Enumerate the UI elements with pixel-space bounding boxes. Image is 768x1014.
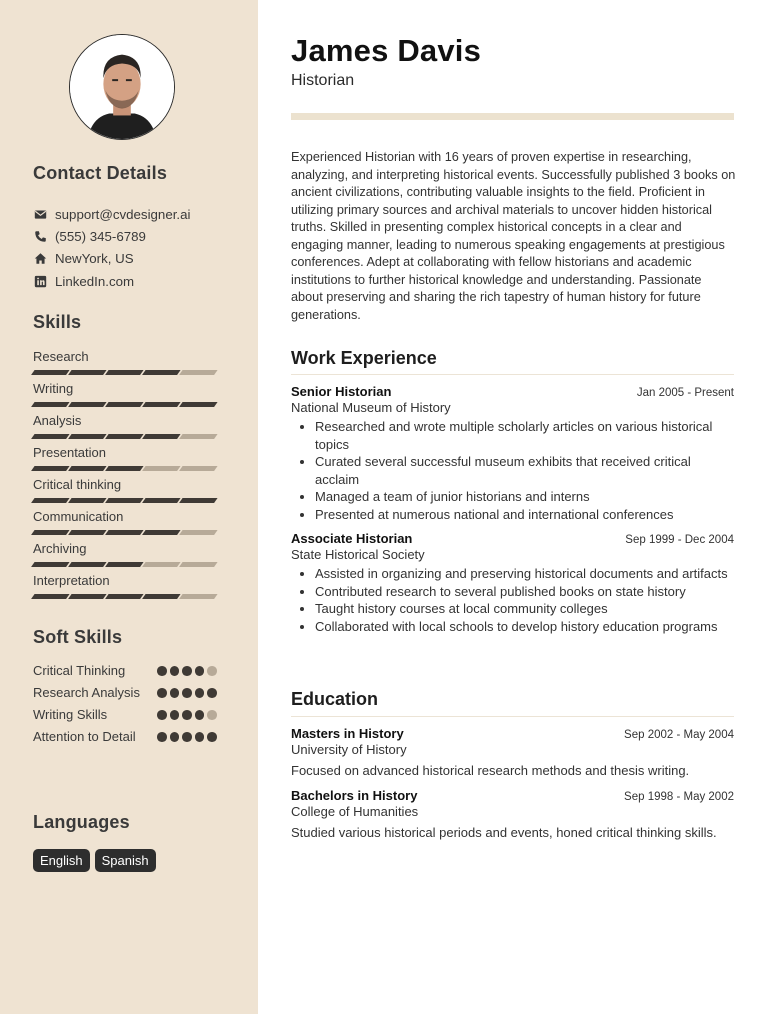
skill-item (33, 444, 225, 476)
degree-description: Focused on advanced historical research methods and thesis writing. (291, 763, 690, 778)
candidate-name: James Davis (291, 33, 482, 68)
skill-level-segment (179, 434, 217, 439)
rating-dot (170, 710, 180, 720)
candidate-title: Historian (291, 72, 355, 89)
degree-title: Masters in History (291, 726, 404, 741)
rating-dot (170, 688, 180, 698)
skill-level-bars (33, 466, 225, 471)
rating-dot (195, 732, 205, 742)
skill-level-segment (105, 434, 143, 439)
skill-level-segment (142, 562, 180, 567)
soft-skill-item (33, 706, 225, 724)
skill-level-segment (31, 370, 69, 375)
education-entries (291, 726, 734, 840)
skill-level-segment (68, 370, 106, 375)
sidebar (0, 0, 258, 1014)
skill-level-segment (179, 498, 217, 503)
skill-name: Archiving (33, 541, 87, 556)
job-bullet: • Managed a team of junior historians and interns (315, 488, 734, 506)
skill-level-segment (31, 466, 69, 471)
soft-skill-rating (157, 710, 217, 720)
skill-level-bars (33, 594, 225, 599)
soft-skill-rating (157, 666, 217, 676)
education-entry (291, 726, 734, 778)
skill-name: Presentation (33, 445, 106, 460)
contact-phone-text: (555) 345-6789 (55, 228, 146, 244)
skill-level-segment (179, 370, 217, 375)
education-heading: Education (291, 689, 379, 709)
summary-text: Experienced Historian with 16 years of proven expertise in researching, analyzing, and interpreting historical events. Successfully published 3 books on ancient civilizations, contributing valuable insights to the field. Proficient in utilizing primary sources and archival materials to uncover hidden historical truths. Skilled in presenting complex historical concepts in a clear and engaging manner, leading to numerous speaking engagements at prestigious conferences. Adept at collaborating with fellow historians and academic institutions to further historical knowledge and understanding. Passionate about preserving and sharing the rich tapestry of human history for future generations. (291, 150, 736, 322)
rating-dot (157, 666, 167, 676)
soft-skill-item (33, 684, 225, 702)
rating-dot (170, 732, 180, 742)
skill-level-segment (142, 402, 180, 407)
skill-name: Interpretation (33, 573, 110, 588)
languages-heading: Languages (33, 812, 130, 832)
skill-item (33, 540, 225, 572)
degree-date: Sep 2002 - May 2004 (624, 729, 734, 741)
soft-skill-rating (157, 688, 217, 698)
work-entries (291, 384, 734, 635)
contact-email[interactable] (33, 203, 243, 225)
languages-list (33, 849, 156, 872)
skill-level-segment (179, 402, 217, 407)
skill-level-segment (31, 562, 69, 567)
skill-level-segment (105, 466, 143, 471)
work-divider (291, 374, 734, 375)
contact-location (33, 248, 243, 270)
rating-dot (207, 710, 217, 720)
contact-list (33, 203, 243, 292)
job-org: National Museum of History (291, 400, 451, 415)
skill-item (33, 412, 225, 444)
soft-skill-name: Attention to Detail (33, 729, 136, 744)
skill-name: Communication (33, 509, 124, 524)
skill-level-segment (142, 434, 180, 439)
rating-dot (207, 732, 217, 742)
skill-item (33, 508, 225, 540)
skill-level-segment (31, 498, 69, 503)
skill-level-segment (68, 594, 106, 599)
skill-level-segment (105, 530, 143, 535)
contact-linkedin-text: LinkedIn.com (55, 273, 135, 289)
education-divider (291, 716, 734, 717)
rating-dot (157, 710, 167, 720)
skill-level-bars (33, 562, 225, 567)
soft-skill-item (33, 728, 225, 746)
skills-list (33, 348, 225, 604)
degree-description: Studied various historical periods and events, honed critical thinking skills. (291, 825, 717, 840)
rating-dot (182, 688, 192, 698)
job-title: Associate Historian (291, 531, 413, 546)
degree-title: Bachelors in History (291, 788, 418, 803)
rating-dot (207, 688, 217, 698)
rating-dot (157, 732, 167, 742)
skill-level-bars (33, 434, 225, 439)
skill-name: Critical thinking (33, 477, 122, 492)
work-entry (291, 531, 734, 635)
skill-level-segment (68, 530, 106, 535)
skill-level-segment (105, 594, 143, 599)
main-content (258, 0, 768, 1014)
skill-item (33, 476, 225, 508)
soft-skill-name: Writing Skills (33, 707, 108, 722)
rating-dot (195, 710, 205, 720)
mail-icon (33, 207, 47, 221)
degree-date: Sep 1998 - May 2002 (624, 791, 734, 803)
rating-dot (157, 688, 167, 698)
skill-level-segment (142, 594, 180, 599)
language-badge: English (33, 849, 90, 872)
skill-item (33, 380, 225, 412)
job-bullet: • Researched and wrote multiple scholarly articles on various historical topics (315, 418, 734, 453)
skill-level-segment (179, 466, 217, 471)
rating-dot (182, 732, 192, 742)
rating-dot (195, 688, 205, 698)
education-entry (291, 788, 734, 840)
job-date: Jan 2005 - Present (636, 387, 734, 399)
skill-level-segment (105, 498, 143, 503)
job-title: Senior Historian (291, 384, 392, 399)
skill-level-bars (33, 370, 225, 375)
degree-school: College of Humanities (291, 804, 419, 819)
skill-name: Writing (33, 381, 74, 396)
job-bullet: • Presented at numerous national and international conferences (315, 506, 734, 524)
skill-level-segment (142, 466, 180, 471)
profile-photo (70, 35, 174, 139)
job-bullet: • Collaborated with local schools to develop history education programs (315, 618, 734, 636)
skill-level-segment (142, 498, 180, 503)
skill-item (33, 572, 225, 604)
rating-dot (182, 710, 192, 720)
work-heading: Work Experience (291, 348, 437, 368)
skill-level-segment (105, 402, 143, 407)
skill-level-bars (33, 402, 225, 407)
job-date: Sep 1999 - Dec 2004 (625, 534, 734, 546)
skill-level-segment (142, 370, 180, 375)
skill-level-segment (179, 530, 217, 535)
rating-dot (195, 666, 205, 676)
job-bullet: • Contributed research to several published books on state history (315, 583, 734, 601)
contact-heading: Contact Details (33, 163, 168, 183)
skill-level-segment (31, 594, 69, 599)
skill-level-segment (105, 562, 143, 567)
job-org: State Historical Society (291, 547, 425, 562)
skill-level-bars (33, 530, 225, 535)
skill-level-segment (179, 562, 217, 567)
soft-skill-name: Critical Thinking (33, 663, 126, 678)
degree-school: University of History (291, 742, 407, 757)
home-icon (33, 252, 47, 266)
soft-skills-list (33, 662, 225, 750)
soft-skill-item (33, 662, 225, 680)
soft-skill-rating (157, 732, 217, 742)
rating-dot (170, 666, 180, 676)
phone-icon (33, 229, 47, 243)
skill-level-segment (68, 434, 106, 439)
job-bullet: • Curated several successful museum exhibits that received critical acclaim (315, 453, 734, 488)
skill-level-segment (179, 594, 217, 599)
skill-item (33, 348, 225, 380)
work-entry (291, 384, 734, 523)
linkedin-icon (33, 274, 47, 288)
skill-level-segment (105, 370, 143, 375)
skill-level-bars (33, 498, 225, 503)
rating-dot (182, 666, 192, 676)
language-badge: Spanish (95, 849, 156, 872)
skill-level-segment (31, 402, 69, 407)
rating-dot (207, 666, 217, 676)
skill-level-segment (68, 402, 106, 407)
skill-name: Research (33, 349, 89, 364)
skill-name: Analysis (33, 413, 82, 428)
job-bullet: • Assisted in organizing and preserving historical documents and artifacts (315, 565, 734, 583)
contact-location-text: NewYork, US (55, 251, 134, 267)
skills-heading: Skills (33, 312, 82, 332)
accent-divider (291, 113, 734, 120)
contact-phone[interactable] (33, 225, 243, 247)
skill-level-segment (68, 466, 106, 471)
soft-skills-heading: Soft Skills (33, 627, 123, 647)
skill-level-segment (31, 530, 69, 535)
soft-skill-name: Research Analysis (33, 685, 140, 700)
skill-level-segment (68, 498, 106, 503)
job-bullet: • Taught history courses at local community colleges (315, 600, 734, 618)
contact-email-text: support@cvdesigner.ai (55, 206, 191, 222)
avatar (69, 34, 175, 140)
contact-linkedin[interactable] (33, 270, 243, 292)
skill-level-segment (68, 562, 106, 567)
skill-level-segment (142, 530, 180, 535)
skill-level-segment (31, 434, 69, 439)
